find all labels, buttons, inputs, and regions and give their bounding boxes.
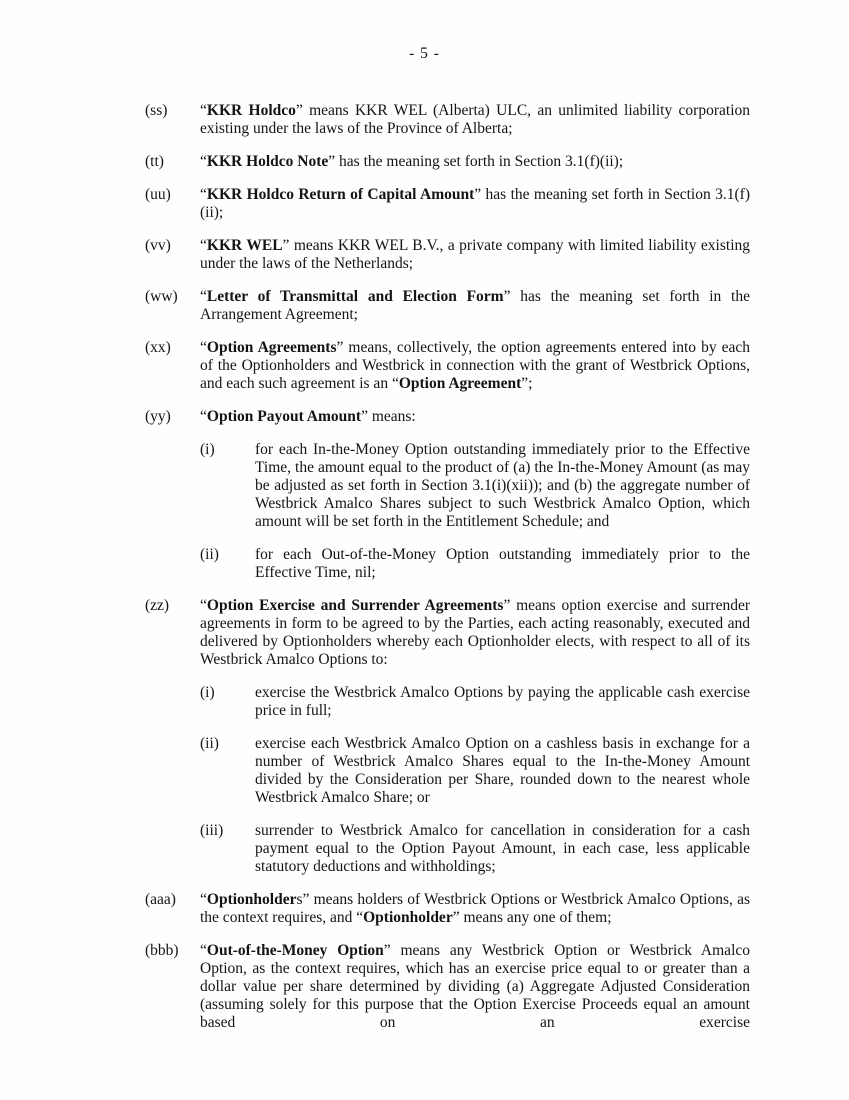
page-number: - 5 - (409, 45, 440, 62)
definition-text: “Option Agreements” means, collectively, the option agreements entered into by each of the Optionholders and Westbrick in connection with the grant of Westbrick Options, and each such agreement is an “Option Agreement”; (200, 339, 750, 392)
subitem-label: (iii) (200, 822, 224, 839)
definition-subitem (200, 822, 750, 876)
definition-body-column (200, 288, 750, 324)
subitem-text: exercise the Westbrick Amalco Options by paying the applicable cash exercise price in full; (255, 684, 750, 719)
definition-text: “KKR Holdco” means KKR WEL (Alberta) ULC, an unlimited liability corporation existing under the laws of the Province of Alberta; (200, 102, 750, 137)
definition-label: (aaa) (145, 891, 176, 908)
definitions-list (145, 102, 750, 1032)
definition-subitem (200, 546, 750, 582)
subitem-text: for each In-the-Money Option outstanding immediately prior to the Effective Time, the amount equal to the product of (a) the In-the-Money Amount (as may be adjusted as set forth in Section 3.1(i)(xii)); and (b) the aggregate number of Westbrick Amalco Shares subject to such Westbrick Amalco Option, which amount will be set forth in the Entitlement Schedule; and (255, 441, 750, 530)
definition-text: “Out-of-the-Money Option” means any Westbrick Option or Westbrick Amalco Option, as the context requires, which has an exercise price equal to or greater than a dollar value per share determined by dividing (a) Aggregate Adjusted Consideration (assuming solely for this purpose that the Option Exercise Proceeds equal an amount based on an exercise (200, 942, 751, 1031)
subitem-text: exercise each Westbrick Amalco Option on a cashless basis in exchange for a number of Westbrick Amalco Shares equal to the In-the-Money Amount divided by the Consideration per Share, rounded down to the nearest whole Westbrick Amalco Share; or (255, 735, 750, 806)
definition-label: (zz) (145, 597, 170, 614)
definition-label: (ww) (145, 288, 178, 305)
definition-body-column (200, 153, 750, 171)
definition-label: (ss) (145, 102, 168, 119)
definition-label: (bbb) (145, 942, 179, 959)
definition-item (145, 153, 750, 171)
definition-label: (yy) (145, 408, 171, 425)
subitem-label: (i) (200, 441, 215, 458)
definition-body-column (200, 597, 750, 876)
subitem-label: (ii) (200, 735, 219, 752)
definition-text: “KKR Holdco Return of Capital Amount” has the meaning set forth in Section 3.1(f)(ii); (200, 186, 750, 221)
definition-body-column (200, 942, 750, 1032)
definition-item (145, 237, 750, 273)
definition-text: “Option Exercise and Surrender Agreements” means option exercise and surrender agreements in form to be agreed to by the Parties, each acting reasonably, executed and delivered by Optionholders whereby each Optionholder elects, with respect to all of its Westbrick Amalco Options to: (200, 597, 751, 668)
definition-item (145, 891, 750, 927)
subitem-label: (ii) (200, 546, 219, 563)
definition-subitem (200, 684, 750, 720)
definition-label: (xx) (145, 339, 171, 356)
definition-text: “KKR Holdco Note” has the meaning set forth in Section 3.1(f)(ii); (200, 153, 624, 170)
subitem-label: (i) (200, 684, 215, 701)
definition-item (145, 288, 750, 324)
definition-body-column (200, 408, 750, 582)
definition-item (145, 597, 750, 876)
definition-body-column (200, 186, 750, 222)
subitem-text: surrender to Westbrick Amalco for cancellation in consideration for a cash payment equal to the Option Payout Amount, in each case, less applicable statutory deductions and withholdings; (255, 822, 750, 875)
definition-body-column (200, 102, 750, 138)
definition-item (145, 942, 750, 1032)
definition-text: “Letter of Transmittal and Election Form” has the meaning set forth in the Arrangement Agreement; (200, 288, 750, 323)
definition-label: (vv) (145, 237, 171, 254)
definition-label: (tt) (145, 153, 164, 170)
definition-subitem (200, 735, 750, 807)
definition-text: “Option Payout Amount” means: (200, 408, 416, 425)
definition-text: “Optionholders” means holders of Westbrick Options or Westbrick Amalco Options, as the context requires, and “Optionholder” means any one of them; (200, 891, 750, 926)
subitem-text: for each Out-of-the-Money Option outstanding immediately prior to the Effective Time, nil; (255, 546, 750, 581)
definition-body-column (200, 237, 750, 273)
definition-item (145, 186, 750, 222)
definition-body-column (200, 339, 750, 393)
definition-item (145, 102, 750, 138)
definition-label: (uu) (145, 186, 171, 203)
definition-subitem (200, 441, 750, 531)
definition-item (145, 339, 750, 393)
definition-body-column (200, 891, 750, 927)
definition-item (145, 408, 750, 582)
definition-text: “KKR WEL” means KKR WEL B.V., a private company with limited liability existing under the laws of the Netherlands; (200, 237, 750, 272)
